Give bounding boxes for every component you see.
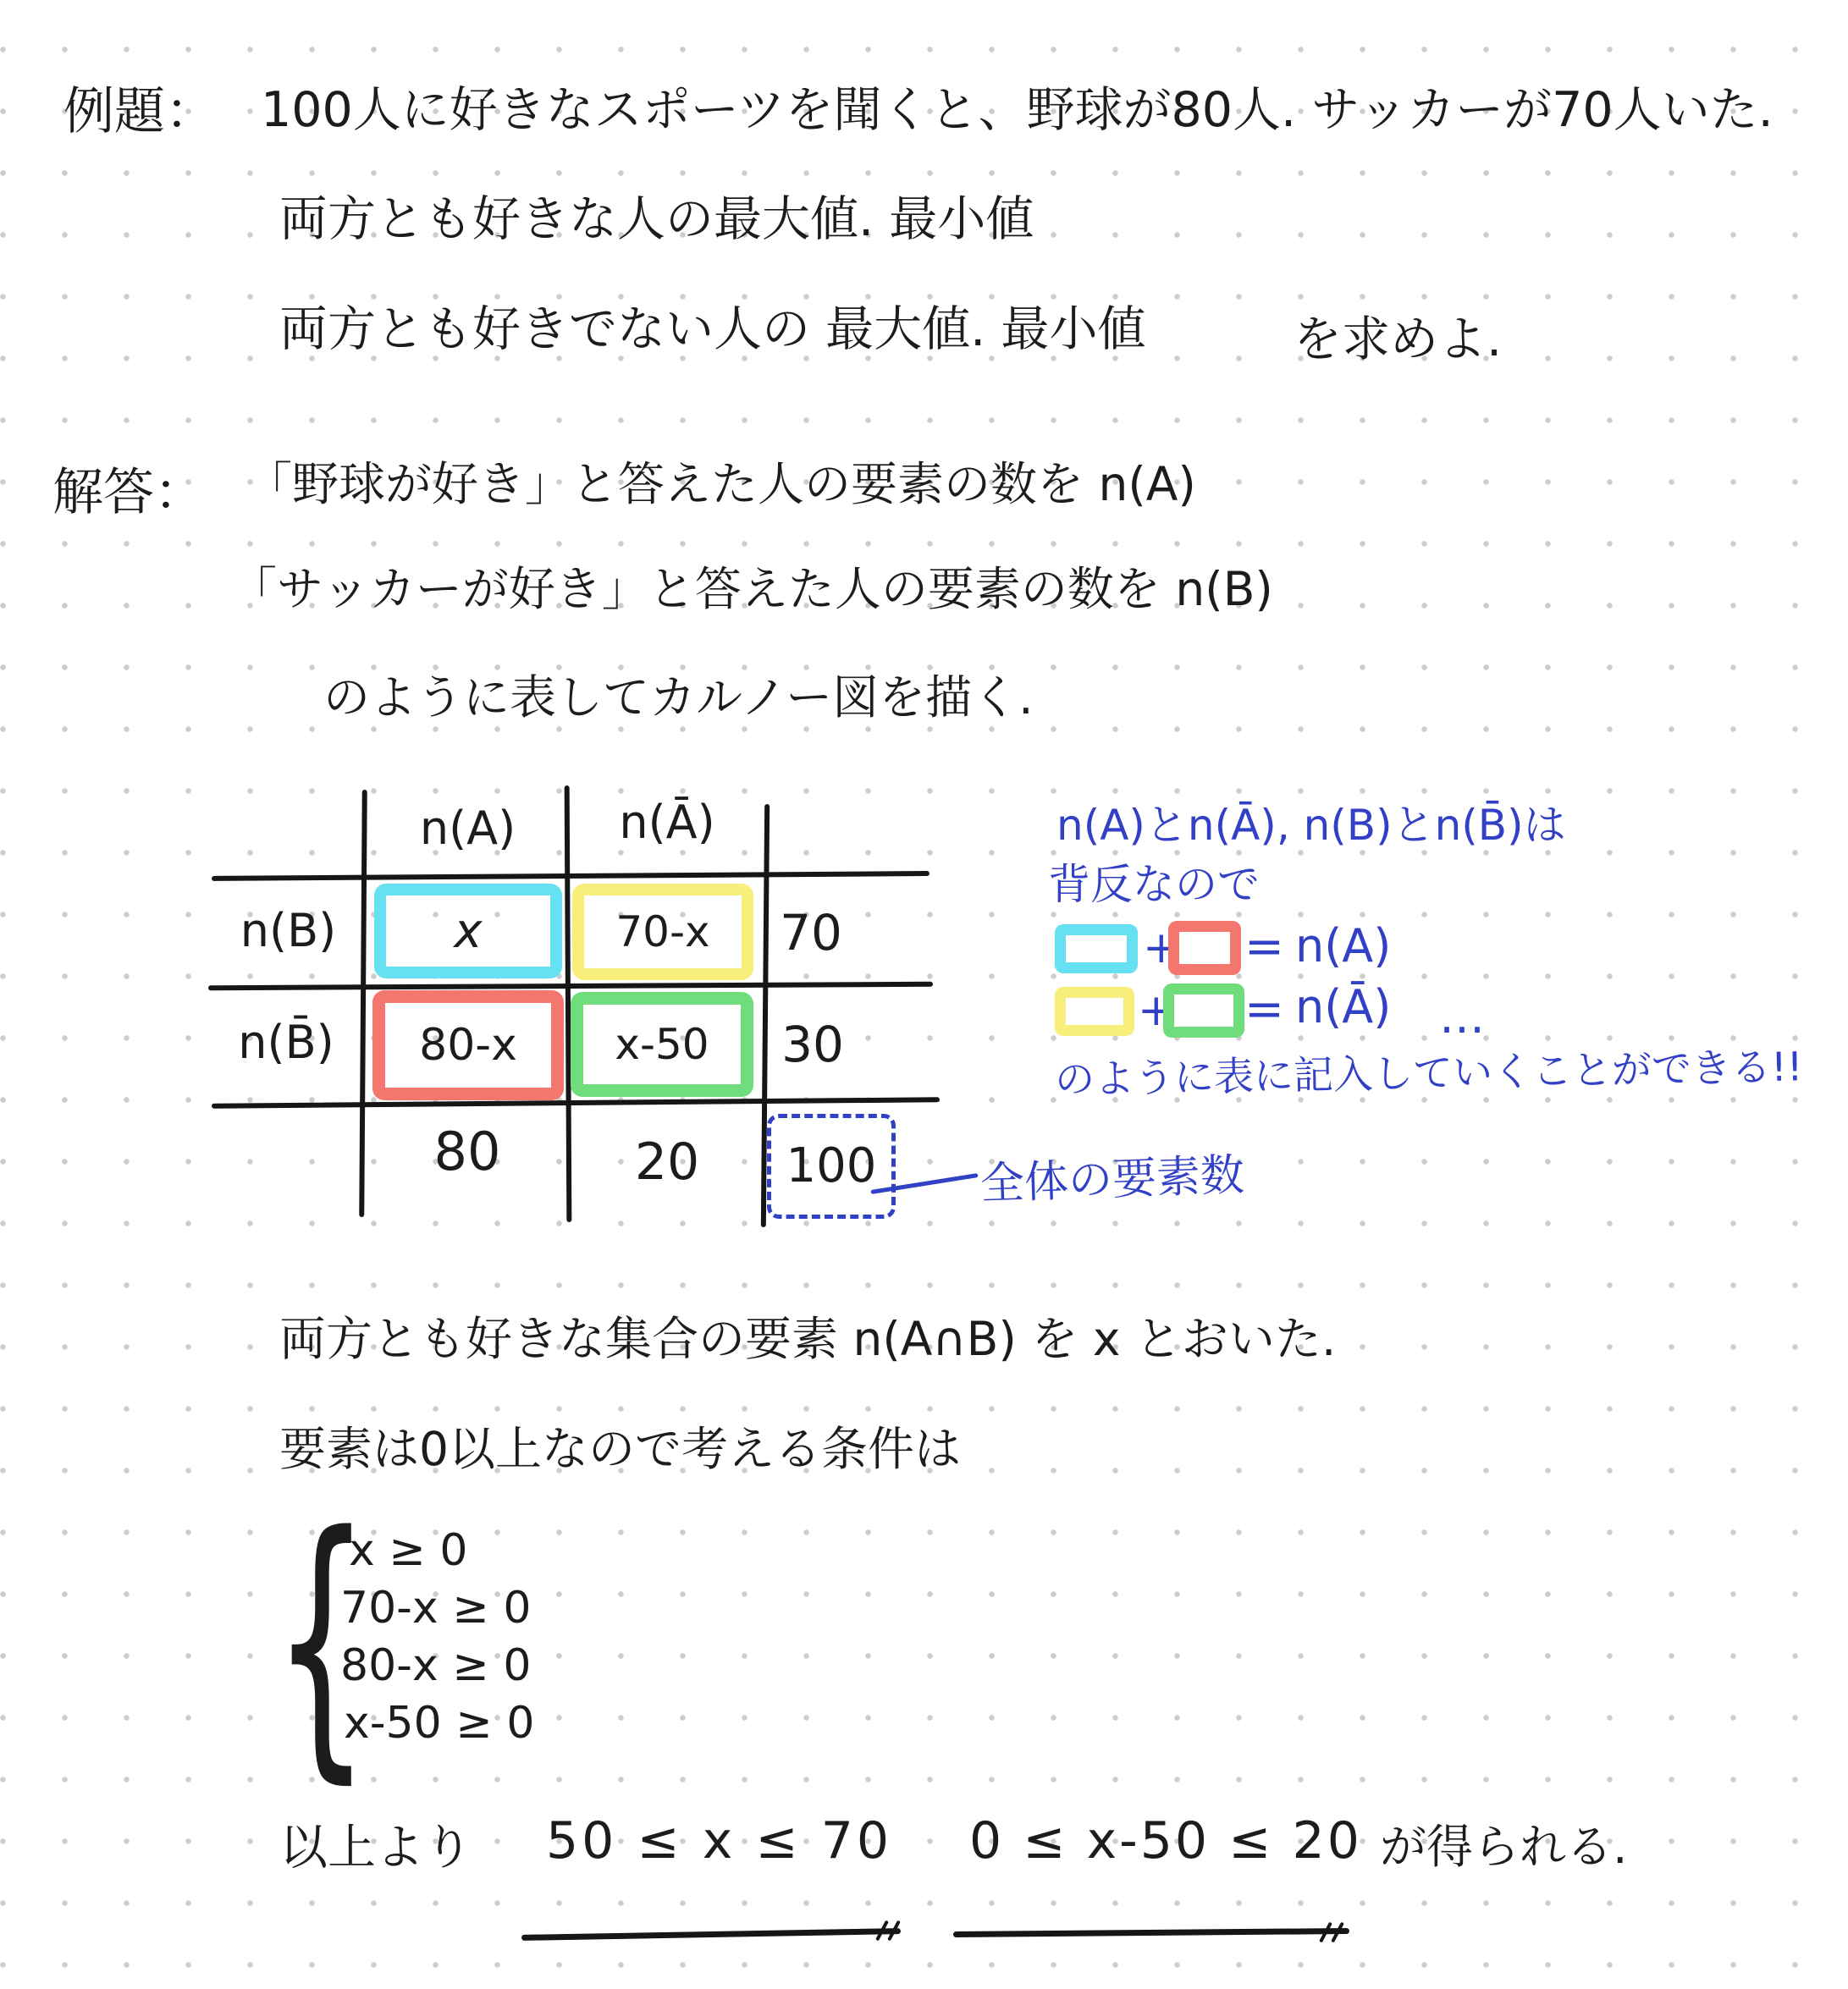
eq1-equals: =	[1244, 919, 1284, 974]
table-hline-2	[208, 982, 933, 990]
body-line-2: 要素は0以上なので考える条件は	[279, 1422, 961, 1476]
eq2-equals: =	[1244, 982, 1284, 1037]
total-label: 全体の要素数	[979, 1149, 1245, 1210]
solution-line-1: 「野球が好き」と答えた人の要素の数を n(A)	[245, 457, 1196, 511]
inequality-3: 80-x ≥ 0	[340, 1640, 532, 1691]
table-cell-red-highlight	[372, 990, 564, 1100]
conclusion-result-2: 0 ≤ x-50 ≤ 20	[969, 1811, 1362, 1871]
inequality-2: 70-x ≥ 0	[340, 1583, 532, 1634]
table-hline-3	[212, 1097, 940, 1109]
table-col-total-80: 80	[433, 1121, 501, 1182]
table-cell-70-x: 70-x	[615, 907, 710, 956]
table-row-total-30: 30	[781, 1016, 844, 1073]
eq2-plus: +	[1138, 985, 1175, 1036]
table-row-header-nB-bar: n(B̄)	[238, 1016, 334, 1069]
result-1-tick-mark	[880, 1920, 909, 1947]
annotation-line-2: 背反なので	[1048, 860, 1260, 909]
problem-line-3: 両方とも好きでない人の 最大値. 最小値	[279, 301, 1146, 357]
table-cell-80-x: 80-x	[419, 1020, 517, 1071]
table-col-total-20: 20	[634, 1132, 700, 1192]
conclusion-suffix: が得られる.	[1380, 1820, 1628, 1874]
inequality-4: x-50 ≥ 0	[344, 1698, 535, 1749]
table-hline-1	[212, 871, 930, 881]
table-cell-green-highlight	[571, 992, 753, 1097]
eq1-red-box	[1168, 921, 1241, 975]
inequality-1: x ≥ 0	[349, 1525, 468, 1576]
table-cell-cyan-highlight	[374, 884, 562, 978]
table-vline-1	[359, 790, 367, 1217]
grand-total-dashed-box	[767, 1114, 896, 1219]
eq2-green-box	[1163, 983, 1244, 1038]
table-cell-x: x	[454, 903, 483, 959]
problem-line-3-suffix: を求めよ.	[1294, 311, 1503, 367]
solution-line-2: 「サッカーが好き」と答えた人の要素の数を n(B)	[230, 562, 1273, 616]
eq1-cyan-box	[1055, 924, 1138, 973]
result-2-tick-mark	[1324, 1921, 1353, 1948]
table-cell-yellow-highlight	[572, 884, 753, 980]
table-row-total-70: 70	[780, 904, 842, 961]
table-col-header-nA: n(A)	[419, 802, 516, 855]
conclusion-result-1: 50 ≤ x ≤ 70	[546, 1811, 893, 1871]
table-col-header-nA-bar: n(Ā)	[619, 796, 715, 849]
conclusion-prefix: 以上より	[279, 1820, 472, 1876]
annotation-note: のように表に記入していくことができる!!	[1054, 1044, 1804, 1104]
table-cell-x-50: x-50	[615, 1020, 709, 1069]
table-grand-total-100: 100	[786, 1138, 877, 1193]
problem-label: 例題：	[63, 82, 216, 141]
problem-line-2: 両方とも好きな人の最大値. 最小値	[279, 191, 1034, 247]
eq1-plus: +	[1143, 923, 1180, 973]
eq2-rhs: n(Ā)	[1295, 980, 1392, 1033]
result-2-underline	[953, 1928, 1349, 1937]
annotation-line-1: n(A)とn(Ā), n(B)とn(B̄)は	[1056, 801, 1566, 850]
problem-line-1: 100人に好きなスポーツを聞くと、野球が80人. サッカーが70人いた.	[261, 82, 1774, 138]
solution-label: 解答：	[52, 463, 205, 522]
eq2-yellow-box	[1055, 987, 1134, 1036]
table-row-header-nB: n(B)	[240, 904, 337, 957]
system-brace: {	[273, 1475, 371, 1807]
body-line-1: 両方とも好きな集合の要素 n(A∩B) を x とおいた.	[279, 1312, 1337, 1366]
eq1-rhs: n(A)	[1295, 919, 1392, 972]
result-1-underline	[521, 1928, 901, 1941]
solution-line-3: のように表してカルノー図を描く.	[323, 670, 1034, 725]
eq2-dots: …	[1439, 990, 1485, 1044]
